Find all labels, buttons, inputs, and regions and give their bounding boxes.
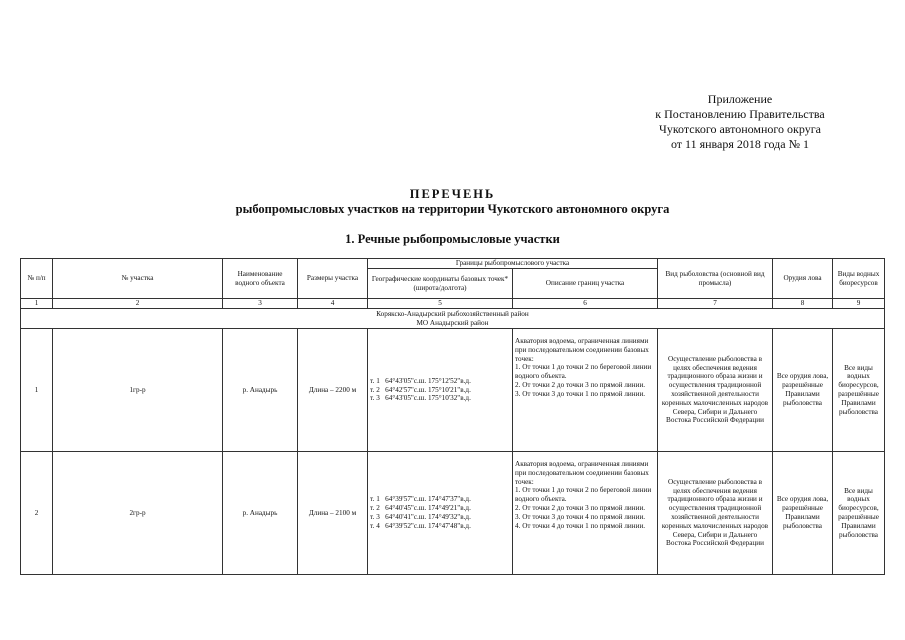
- column-number: 5: [368, 299, 513, 309]
- row-fishery: Осуществление рыболовства в целях обеспечения ведения традиционного образа жизни и осуществления традиционной хозяйственной деятельности коренных малочисленных народов Севера, Сибири и Дальнего Востока Российской Федерации: [658, 452, 773, 575]
- appendix-line-4: от 11 января 2018 года № 1: [670, 137, 810, 151]
- row-desc: Акватория водоема, ограниченная линиями при последовательном соединении базовых точек: 1. От точки 1 до точки 2 по береговой линии водного объекта. 2. От точки 2 до точки 3 по прямой линии. 3. От точки 3 до точки 1 по прямой линии.: [513, 329, 658, 452]
- row-coords: т. 1 64°39'57"с.ш. 174°47'37"в.д. т. 2 64°40'45"с.ш. 174°49'21"в.д. т. 3 64°40'41"с.ш. 174°49'32"в.д. т. 4 64°39'52"с.ш. 174°47'48"в.д.: [368, 452, 513, 575]
- fishing-plots-table: [20, 258, 885, 575]
- column-number: 2: [53, 299, 223, 309]
- row-plot: 2гр-р: [53, 452, 223, 575]
- row-fishery: Осуществление рыболовства в целях обеспечения ведения традиционного образа жизни и осуществления традиционной хозяйственной деятельности коренных малочисленных народов Севера, Сибири и Дальнего Востока Российской Федерации: [658, 329, 773, 452]
- appendix-line-3: Чукотского автономного округа: [659, 122, 821, 136]
- header-num: № п/п: [21, 259, 53, 299]
- row-size: Длина – 2200 м: [298, 329, 368, 452]
- table-row: [21, 452, 885, 575]
- row-water: р. Анадырь: [223, 329, 298, 452]
- row-species: Все виды водных биоресурсов, разрешённые Правилами рыболовства: [833, 452, 885, 575]
- row-plot: 1гр-р: [53, 329, 223, 452]
- header-fishery-type: Вид рыболовства (основной вид промысла): [658, 259, 773, 299]
- header-gear: Орудия лова: [773, 259, 833, 299]
- header-row-1: [21, 259, 885, 269]
- header-coords: Географические координаты базовых точек* (широта/долгота): [368, 269, 513, 299]
- appendix-block: [600, 92, 880, 152]
- section-heading: 1. Речные рыбопромысловые участки: [345, 232, 560, 246]
- row-gear: Все орудия лова, разрешённые Правилами рыболовства: [773, 329, 833, 452]
- row-coords: т. 1 64°43'05"с.ш. 175°12'52"в.д. т. 2 64°42'57"с.ш. 175°10'21"в.д. т. 3 64°43'05"с.ш. 175°10'32"в.д.: [368, 329, 513, 452]
- header-border-desc: Описание границ участка: [513, 269, 658, 299]
- row-desc: Акватория водоема, ограниченная линиями при последовательном соединении базовых точек: 1. От точки 1 до точки 2 по береговой линии водного объекта. 2. От точки 2 до точки 3 по прямой линии. 3. От точки 3 до точки 4 по прямой линии. 4. От точки 4 до точки 1 по прямой линии.: [513, 452, 658, 575]
- appendix-line-1: Приложение: [707, 92, 773, 106]
- header-water-name: Наименование водного объекта: [223, 259, 298, 299]
- column-number-row: [21, 299, 885, 309]
- row-water: р. Анадырь: [223, 452, 298, 575]
- row-species: Все виды водных биоресурсов, разрешённые Правилами рыболовства: [833, 329, 885, 452]
- header-species: Виды водных биоресурсов: [833, 259, 885, 299]
- row-size: Длина – 2100 м: [298, 452, 368, 575]
- header-size: Размеры участка: [298, 259, 368, 299]
- column-number: 6: [513, 299, 658, 309]
- municipality-name: МО Анадырский район: [416, 318, 489, 327]
- header-plot-no: № участка: [53, 259, 223, 299]
- region-row: [21, 309, 885, 329]
- column-number: 1: [21, 299, 53, 309]
- table-row: [21, 329, 885, 452]
- column-number: 4: [298, 299, 368, 309]
- row-num: 2: [21, 452, 53, 575]
- region-name: Корякско-Анадырский рыбохозяйственный район: [376, 309, 529, 318]
- document-title: [0, 187, 905, 217]
- column-number: 9: [833, 299, 885, 309]
- appendix-line-2: к Постановлению Правительства: [655, 107, 825, 121]
- row-gear: Все орудия лова, разрешённые Правилами рыболовства: [773, 452, 833, 575]
- column-number: 8: [773, 299, 833, 309]
- title-heading: ПЕРЕЧЕНЬ: [409, 187, 496, 201]
- header-borders: Границы рыбопромыслового участка: [368, 259, 658, 269]
- title-subheading: рыбопромысловых участков на территории Чукотского автономного округа: [235, 202, 670, 216]
- region-cell: [21, 309, 885, 329]
- column-number: 7: [658, 299, 773, 309]
- column-number: 3: [223, 299, 298, 309]
- row-num: 1: [21, 329, 53, 452]
